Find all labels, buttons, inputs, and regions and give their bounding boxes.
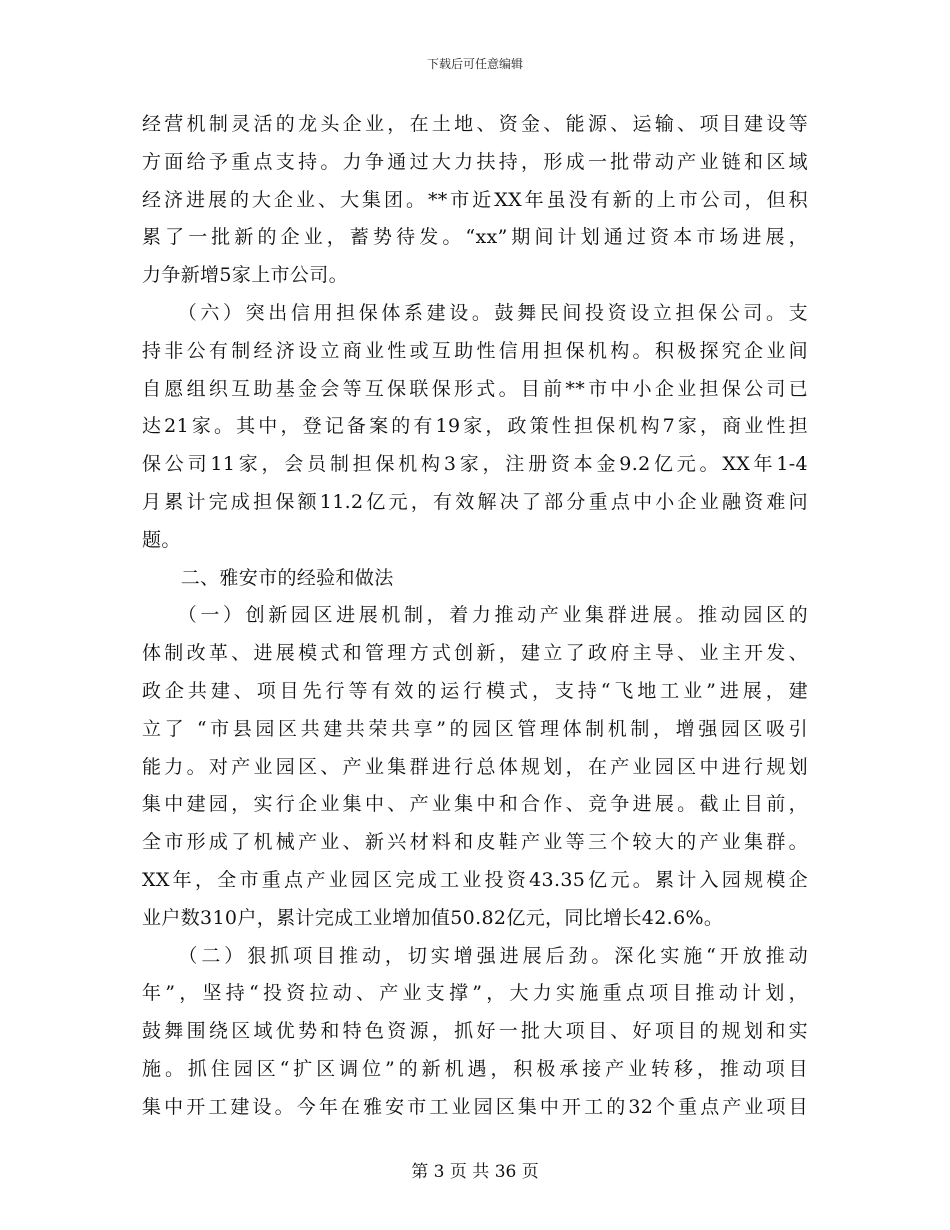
text-line: 累了一批新的企业，蓄势待发。“xx”期间计划通过资本市场进展， — [142, 226, 808, 249]
paragraph-4 — [142, 938, 808, 1127]
text-line: XX年，全市重点产业园区完成工业投资43.35亿元。累计入园规模企 — [142, 868, 808, 891]
paragraph-2 — [142, 295, 808, 560]
text-line: 能力。对产业园区、产业集群进行总体规划，在产业园区中进行规划 — [142, 755, 808, 778]
text-line: 月累计完成担保额11.2亿元，有效解决了部分重点中小企业融资难问 — [142, 490, 808, 513]
text-line: 持非公有制经济设立商业性或互助性信用担保机构。积极探究企业间 — [142, 339, 808, 362]
text-line: 方面给予重点支持。力争通过大力扶持，形成一批带动产业链和区域 — [142, 150, 808, 173]
text-line: 题。 — [142, 528, 181, 551]
text-line: 经济进展的大企业、大集团。**市近XX年虽没有新的上市公司，但积 — [142, 188, 808, 211]
text-line: 体制改革、进展模式和管理方式创新，建立了政府主导、业主开发、 — [142, 642, 808, 665]
text-line: 政企共建、项目先行等有效的运行模式，支持“飞地工业”进展，建 — [142, 679, 808, 702]
text-line: 立了 “市县园区共建共荣共享”的园区管理体制机制，增强园区吸引 — [142, 717, 808, 740]
text-line: （六）突出信用担保体系建设。鼓舞民间投资设立担保公司。支 — [142, 301, 808, 324]
text-line: 集中开工建设。今年在雅安市工业园区集中开工的32个重点产业项目 — [142, 1095, 808, 1118]
text-line: 集中建园，实行企业集中、产业集中和合作、竞争进展。截止目前， — [142, 793, 808, 816]
text-line: 达21家。其中，登记备案的有19家，政策性担保机构7家，商业性担 — [142, 415, 808, 438]
section-heading — [142, 560, 808, 598]
paragraph-3 — [142, 597, 808, 937]
text-line: 保公司11家，会员制担保机构3家，注册资本金9.2亿元。XX年1-4 — [142, 453, 808, 476]
text-line: 力争新增5家上市公司。 — [142, 264, 348, 287]
text-line: 施。抓住园区“扩区调位”的新机遇，积极承接产业转移，推动项目 — [142, 1057, 808, 1080]
text-line: 经营机制灵活的龙头企业，在土地、资金、能源、运输、项目建设等 — [142, 113, 808, 135]
page-header: 下载后可任意编辑 — [426, 57, 523, 71]
document-body — [142, 106, 808, 1127]
text-line: 鼓舞围绕区域优势和特色资源，抓好一批大项目、好项目的规划和实 — [142, 1020, 808, 1043]
paragraph-1 — [142, 106, 808, 295]
text-line: 全市形成了机械产业、新兴材料和皮鞋产业等三个较大的产业集群。 — [142, 831, 808, 854]
text-line: 业户数310户，累计完成工业增加值50.82亿元，同比增长42.6%。 — [142, 906, 724, 929]
text-line: 二、雅安市的经验和做法 — [142, 566, 394, 589]
text-line: （二）狠抓项目推动，切实增强进展后劲。深化实施“开放推动 — [142, 944, 808, 967]
text-line: 自愿组织互助基金会等互保联保形式。目前**市中小企业担保公司已 — [142, 377, 808, 400]
page-number-footer: 第 3 页 共 36 页 — [411, 1162, 539, 1182]
text-line: 年”，坚持“投资拉动、产业支撑”，大力实施重点项目推动计划， — [142, 982, 808, 1005]
text-line: （一）创新园区进展机制，着力推动产业集群进展。推动园区的 — [142, 604, 808, 627]
